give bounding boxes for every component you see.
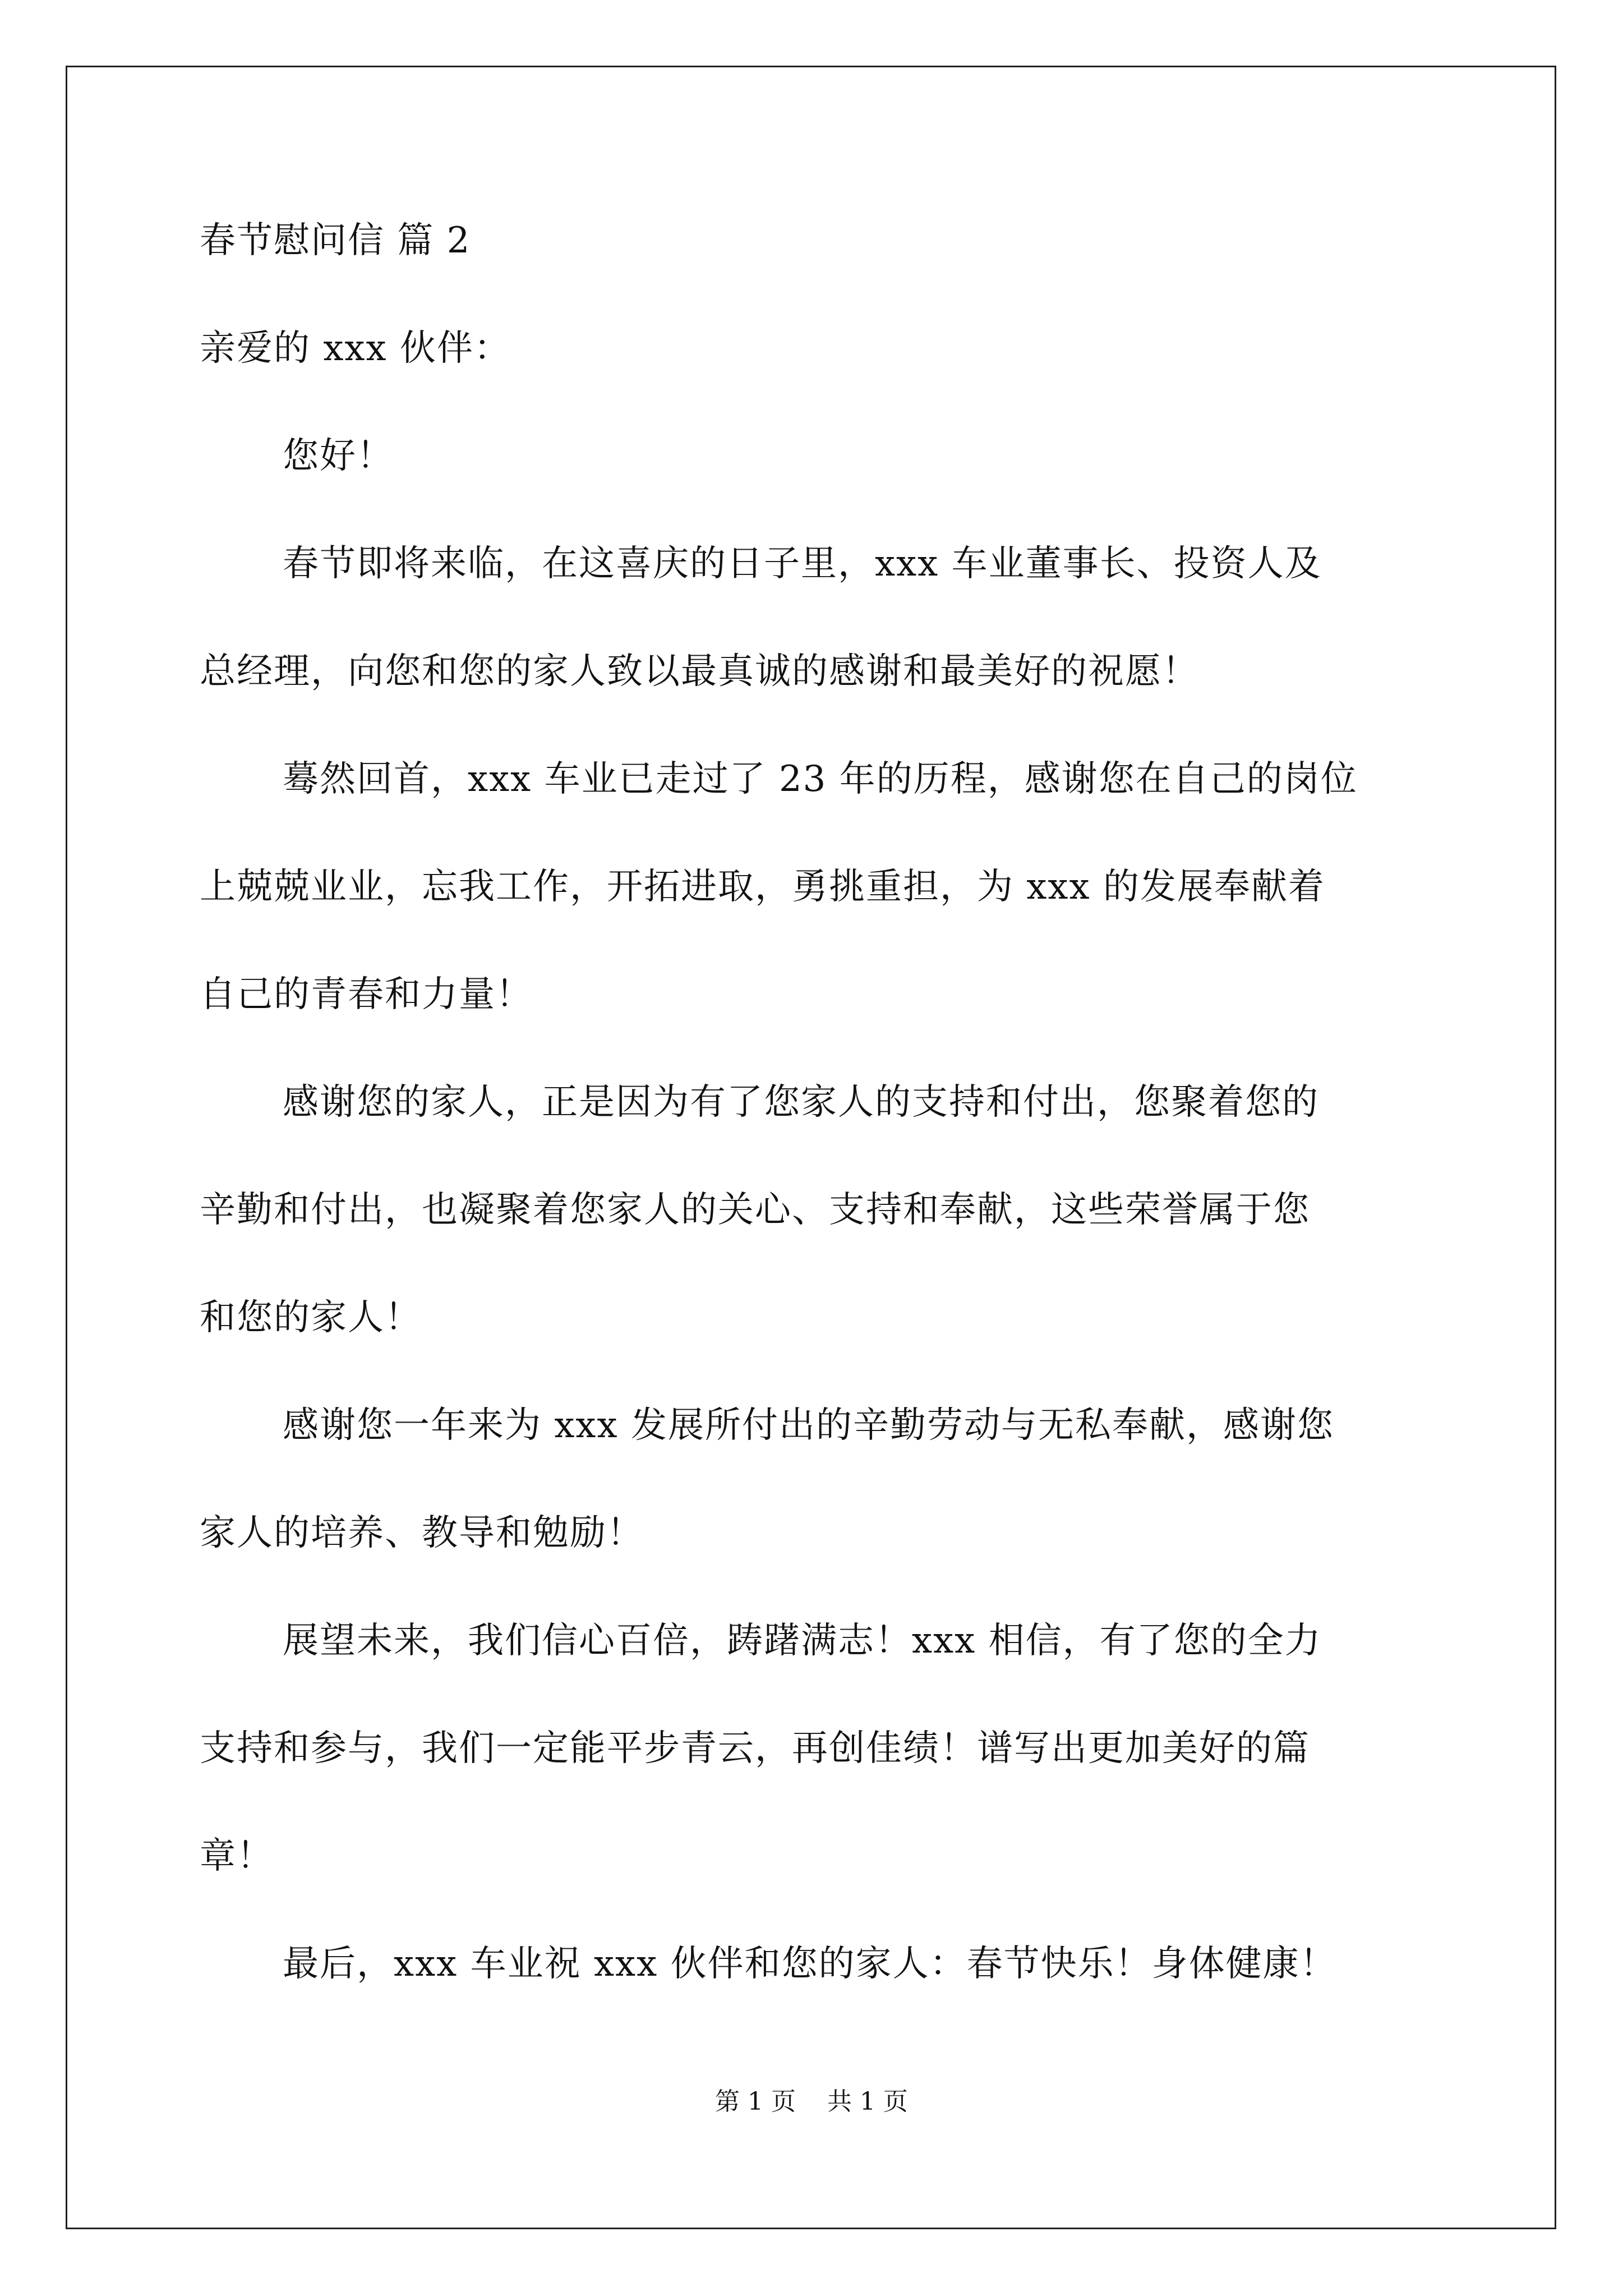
paragraph-3 xyxy=(200,1084,1425,1336)
paragraph-1 xyxy=(200,543,1425,692)
paragraph-line: 春节即将来临，在这喜庆的日子里，xxx 车业董事长、投资人及 xyxy=(283,543,1322,585)
paragraph-line: 感谢您的家人，正是因为有了您家人的支持和付出，您聚着您的 xyxy=(283,1082,1319,1123)
paragraph-line: 自己的青春和力量！ xyxy=(200,974,533,1015)
paragraph-5 xyxy=(200,1620,1425,1877)
letter-body xyxy=(200,220,1425,1985)
paragraph-line: 感谢您一年来为 xxx 发展所付出的辛勤劳动与无私奉献，感谢您 xyxy=(283,1405,1334,1446)
page-footer: 第 1 页 共 1 页 xyxy=(715,2087,908,2116)
paragraph-line: 和您的家人！ xyxy=(200,1297,422,1338)
paragraph-line: 家人的培养、教导和勉励！ xyxy=(200,1512,644,1554)
greeting: 您好！ xyxy=(283,435,394,477)
salutation: 亲爱的 xxx 伙伴： xyxy=(200,328,511,369)
paragraph-line: 蓦然回首，xxx 车业已走过了 23 年的历程，感谢您在自己的岗位 xyxy=(283,758,1358,800)
paragraph-line: 最后，xxx 车业祝 xxx 伙伴和您的家人：春节快乐！身体健康！ xyxy=(283,1943,1337,1985)
paragraph-line: 章！ xyxy=(200,1835,274,1877)
paragraph-2 xyxy=(200,758,1425,1015)
paragraph-4 xyxy=(200,1405,1425,1554)
paragraph-6 xyxy=(200,1943,1425,1985)
paragraph-line: 总经理，向您和您的家人致以最真诚的感谢和最美好的祝愿！ xyxy=(200,651,1199,692)
paragraph-line: 展望未来，我们信心百倍，踌躇满志！xxx 相信，有了您的全力 xyxy=(283,1620,1322,1662)
document-title: 春节慰问信 篇 2 xyxy=(200,220,471,261)
paragraph-line: 辛勤和付出，也凝聚着您家人的关心、支持和奉献，这些荣誉属于您 xyxy=(200,1189,1310,1231)
paragraph-line: 支持和参与，我们一定能平步青云，再创佳绩！谱写出更加美好的篇 xyxy=(200,1728,1310,1769)
paragraph-line: 上兢兢业业，忘我工作，开拓进取，勇挑重担，为 xxx 的发展奉献着 xyxy=(200,866,1325,908)
